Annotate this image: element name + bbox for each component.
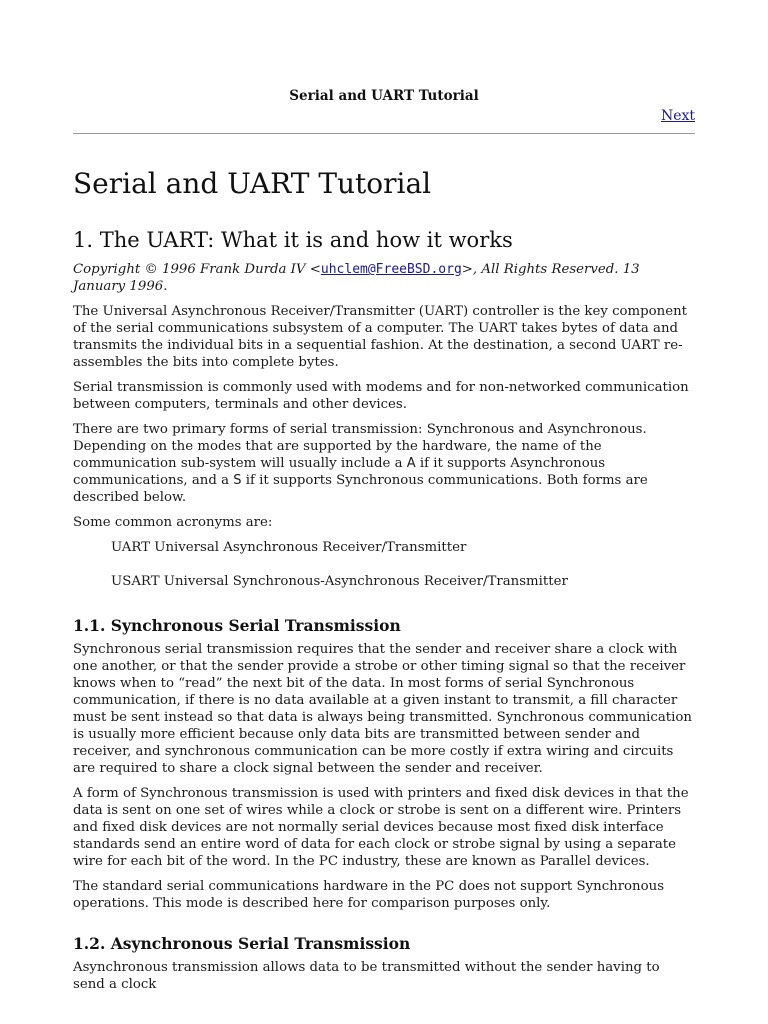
copyright-text-start: Copyright © 1996 Frank Durda IV < bbox=[73, 262, 321, 277]
document-title: Serial and UART Tutorial bbox=[73, 167, 432, 200]
forms-text-3: if it supports Synchronous communications. Both forms are described below. bbox=[73, 473, 648, 505]
letter-s: S bbox=[233, 473, 242, 488]
acronyms-intro: Some common acronyms are: bbox=[73, 515, 273, 530]
async-paragraph-1: Asynchronous transmission allows data to be transmitted without the sender having to send a clock bbox=[73, 960, 660, 992]
serial-usage-paragraph: Serial transmission is commonly used with modems and for non-networked communication between computers, terminals and other devices. bbox=[73, 380, 689, 412]
sync-paragraph-1: Synchronous serial transmission requires that the sender and receiver share a clock with one another, or that the sender provide a strobe or other timing signal so that the receiver knows when to “read” the next bit of the data. In most forms of serial Synchronous communication, if there is no data available at a given instant to transmit, a fill character must be sent instead so that data is always being transmitted. Synchronous communication is usually more efficient because only data bits are transmitted between sender and receiver, and synchronous communication can be more costly if extra wiring and circuits are required to share a clock signal between the sender and receiver. bbox=[73, 642, 692, 776]
copyright-notice bbox=[73, 261, 695, 295]
forms-text-2: if it supports Asynchronous communications, and a bbox=[73, 456, 606, 488]
chapter-heading: 1. The UART: What it is and how it works bbox=[73, 228, 513, 252]
forms-text-1: There are two primary forms of serial transmission: Synchronous and Asynchronous. Depending on the modes that are supported by the hardware, the name of the communication sub-system will usually include a bbox=[73, 422, 647, 471]
document-content bbox=[73, 163, 695, 1001]
letter-a: A bbox=[406, 456, 416, 471]
sync-paragraph-2: A form of Synchronous transmission is used with printers and fixed disk devices in that the data is sent on one set of wires while a clock or strobe is sent on a different wire. Printers and fixed disk devices are not normally serial devices because most fixed disk interface standards send an entire word of data for each clock or strobe signal by using a separate wire for each bit of the word. In the PC industry, these are known as Parallel devices. bbox=[73, 786, 689, 869]
transmission-forms-paragraph bbox=[73, 421, 695, 506]
copyright-text-end: >, All Rights Reserved. 13 January 1996. bbox=[73, 262, 640, 294]
uart-intro-paragraph: The Universal Asynchronous Receiver/Transmitter (UART) controller is the key component of the serial communications subsystem of a computer. The UART takes bytes of data and transmits the individual bits in a sequential fashion. At the destination, a second UART re-assembles the bits into complete bytes. bbox=[73, 304, 688, 370]
next-link[interactable]: Next bbox=[660, 108, 695, 124]
section-1-2-heading: 1.2. Asynchronous Serial Transmission bbox=[73, 934, 411, 953]
header-divider bbox=[73, 133, 695, 134]
acronym-uart: UART Universal Asynchronous Receiver/Transmitter bbox=[111, 540, 467, 555]
acronym-list bbox=[111, 539, 695, 590]
section-1-1-heading: 1.1. Synchronous Serial Transmission bbox=[73, 616, 401, 635]
author-email-link[interactable]: uhclem@FreeBSD.org bbox=[320, 262, 462, 277]
acronym-usart: USART Universal Synchronous-Asynchronous Receiver/Transmitter bbox=[111, 574, 568, 589]
sync-paragraph-3: The standard serial communications hardware in the PC does not support Synchronous operations. This mode is described here for comparison purposes only. bbox=[73, 879, 665, 911]
running-header-title: Serial and UART Tutorial bbox=[289, 88, 479, 104]
section-spacer bbox=[73, 920, 695, 934]
